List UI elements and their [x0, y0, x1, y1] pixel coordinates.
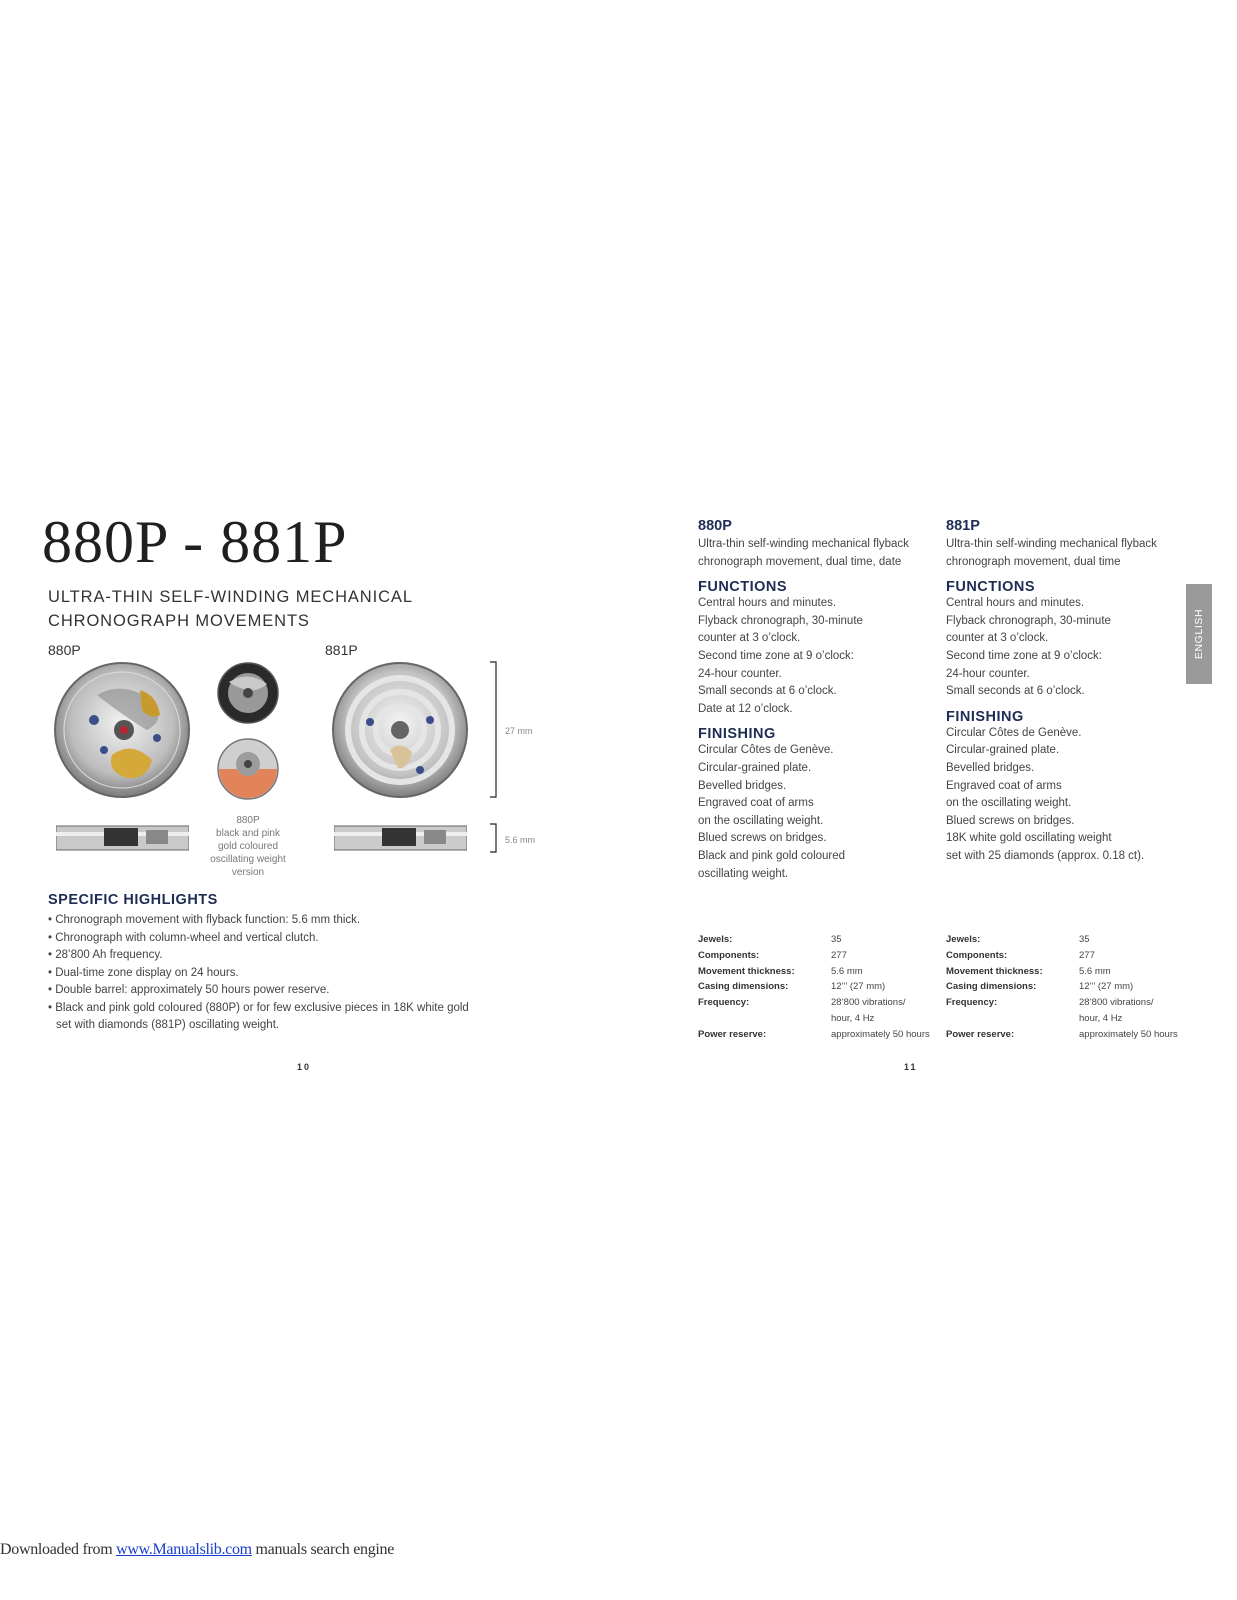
language-tab-label: ENGLISH: [1193, 608, 1205, 660]
footer-prefix: Downloaded from: [0, 1541, 117, 1558]
functions-heading-880p: FUNCTIONS: [698, 579, 788, 596]
spec-row: Power reserve: approximately 50 hours: [698, 1028, 930, 1040]
functions-list-880p: Central hours and minutes. Flyback chronograph, 30-minute counter at 3 o’clock. Second time zone at 9 o’clock: 24-hour counter. Small seconds at 6 o’clock. Date at 12 o’clock.: [698, 597, 863, 715]
movement-880p-side-image: [56, 822, 189, 854]
functions-heading-881p: FUNCTIONS: [946, 579, 1036, 596]
functions-list-881p: Central hours and minutes. Flyback chronograph, 30-minute counter at 3 o’clock. Second time zone at 9 o’clock: 24-hour counter. Small seconds at 6 o’clock.: [946, 597, 1111, 698]
specs-table-881p: [946, 932, 1186, 1043]
list-item: • Chronograph movement with flyback function: 5.6 mm thick.: [48, 914, 361, 926]
footer-suffix: manuals search engine: [251, 1541, 395, 1558]
label-880p: 880P: [48, 642, 81, 658]
finishing-heading-881p: FINISHING: [946, 708, 1024, 725]
image-caption: 880P black and pink gold coloured oscillating weight version: [210, 815, 286, 878]
list-item: • Black and pink gold coloured (880P) or for few exclusive pieces in 18K white gold set with diamonds (881P) oscillating weight.: [48, 1001, 469, 1031]
highlights-list: [48, 912, 478, 1035]
subtitle-line-1: ULTRA-THIN SELF-WINDING MECHANICAL: [48, 588, 413, 606]
page-subtitle: [48, 585, 413, 633]
specs-table-880p: [698, 932, 942, 1043]
model-heading-880p: 880P: [698, 518, 732, 534]
subtitle-line-2: CHRONOGRAPH MOVEMENTS: [48, 612, 310, 630]
column-880p: [698, 518, 938, 883]
description-881p: Ultra-thin self-winding mechanical flyback chronograph movement, dual time: [946, 538, 1157, 568]
spec-row: Casing dimensions: 12’’’ (27 mm): [946, 981, 1134, 993]
page-number-left: 10: [297, 1062, 312, 1072]
list-item: • 28’800 Ah frequency.: [48, 949, 163, 961]
highlights-heading: SPECIFIC HIGHLIGHTS: [48, 892, 218, 908]
spec-row: Frequency: 28’800 vibrations/ hour, 4 Hz: [946, 997, 1154, 1024]
dimension-brackets: [488, 660, 500, 860]
movement-880p-black-image: [217, 662, 279, 724]
download-footer: [0, 1541, 394, 1559]
dimension-diameter: 27 mm: [505, 726, 533, 736]
spec-row: Components: 277: [946, 949, 1095, 961]
spec-row: Frequency: 28’800 vibrations/ hour, 4 Hz: [698, 997, 906, 1024]
label-881p: 881P: [325, 642, 358, 658]
movement-880p-front-image: [52, 660, 192, 800]
list-item: • Dual-time zone display on 24 hours.: [48, 966, 239, 979]
finishing-list-880p: Circular Côtes de Genève. Circular-grained plate. Bevelled bridges. Engraved coat of arms on the oscillating weight. Blued screws on bridges. Black and pink gold coloured oscillating weight.: [698, 744, 846, 880]
finishing-list-881p: Circular Côtes de Genève. Circular-grained plate. Bevelled bridges. Engraved coat of arms on the oscillating weight. Blued screws on bridges. 18K white gold oscillating weight set with 25 diamonds (approx. 0.18 ct).: [946, 726, 1145, 862]
manualslib-link[interactable]: www.Manualslib.com: [116, 1541, 252, 1558]
spec-row: Jewels: 35: [946, 934, 1090, 945]
column-881p: [946, 518, 1182, 866]
list-item: • Double barrel: approximately 50 hours power reserve.: [48, 984, 330, 996]
spec-row: Movement thickness: 5.6 mm: [698, 965, 863, 977]
movement-881p-front-image: [330, 660, 470, 800]
spec-row: Power reserve: approximately 50 hours: [946, 1028, 1178, 1040]
description-880p: Ultra-thin self-winding mechanical flyback chronograph movement, dual time, date: [698, 538, 909, 568]
spec-row: Movement thickness: 5.6 mm: [946, 965, 1111, 977]
language-tab[interactable]: [1186, 584, 1212, 684]
page-number-right: 11: [904, 1062, 918, 1072]
finishing-heading-880p: FINISHING: [698, 726, 776, 743]
movement-880p-pink-image: [217, 738, 279, 800]
page-title: 880P - 881P: [42, 509, 348, 575]
spec-row: Components: 277: [698, 949, 847, 961]
spec-row: Jewels: 35: [698, 934, 842, 945]
dimension-thickness: 5.6 mm: [505, 835, 536, 845]
model-heading-881p: 881P: [946, 518, 980, 534]
spec-row: Casing dimensions: 12’’’ (27 mm): [698, 981, 886, 993]
list-item: • Chronograph with column-wheel and vertical clutch.: [48, 931, 319, 944]
movement-881p-side-image: [334, 822, 467, 854]
